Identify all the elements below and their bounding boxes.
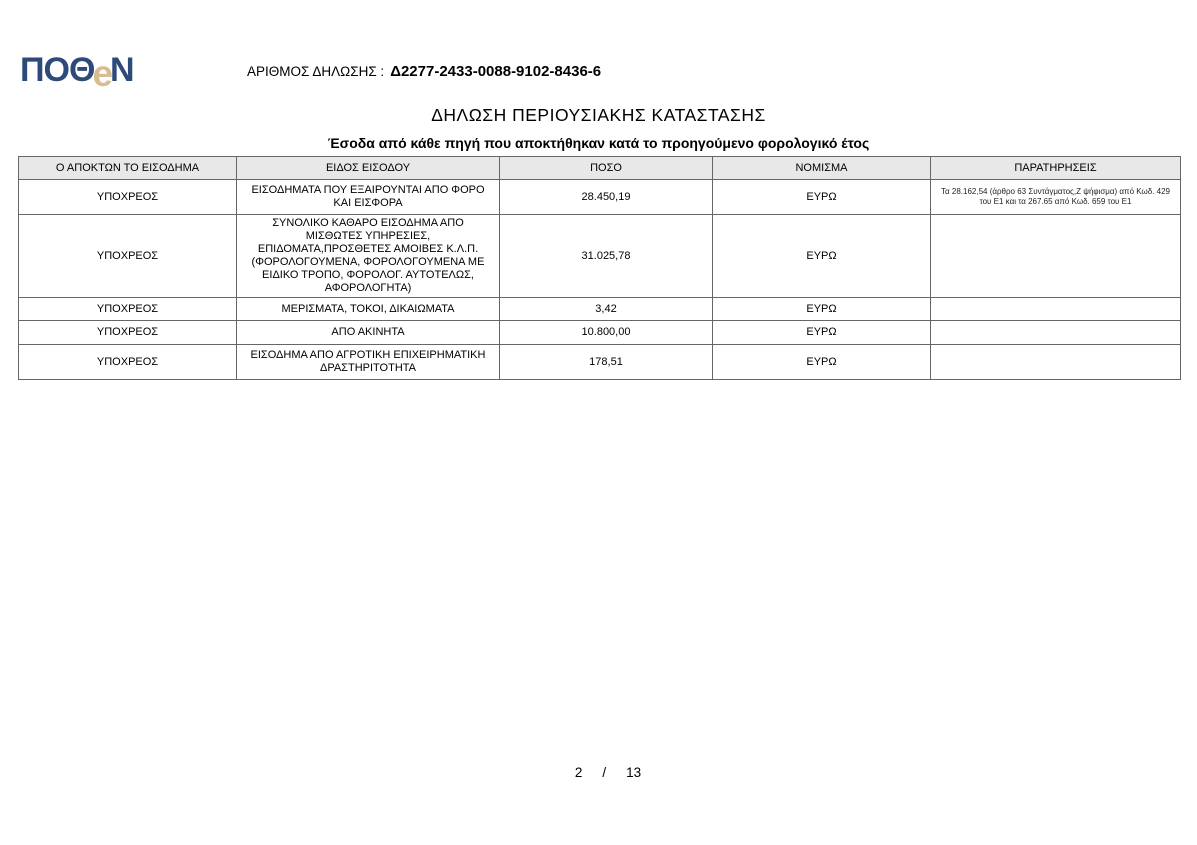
column-header-notes: ΠΑΡΑΤΗΡΗΣΕΙΣ [931, 157, 1181, 180]
cell-recipient: ΥΠΟΧΡΕΟΣ [19, 180, 237, 215]
cell-income-type: ΣΥΝΟΛΙΚΟ ΚΑΘΑΡΟ ΕΙΣΟΔΗΜΑ ΑΠΟ ΜΙΣΘΩΤΕΣ ΥΠΗΡΕΣΙΕΣ, ΕΠΙΔΟΜΑΤΑ,ΠΡΟΣΘΕΤΕΣ ΑΜΟΙΒΕΣ Κ.Λ.Π.(ΦΟΡΟΛΟΓΟΥΜΕΝΑ, ΦΟΡΟΛΟΓΟΥΜΕΝΑ ΜΕ ΕΙΔΙΚΟ ΤΡΟΠΟ, ΦΟΡΟΛΟΓ. ΑΥΤΟΤΕΛΩΣ, ΑΦΟΡΟΛΟΓΗΤΑ) [237, 215, 500, 298]
logo-text-tan: e [92, 53, 113, 94]
cell-notes [931, 321, 1181, 345]
declaration-number-value: Δ2277-2433-0088-9102-8436-6 [390, 63, 602, 80]
column-header-amount: ΠΟΣΟ [500, 157, 713, 180]
cell-income-type: ΕΙΣΟΔΗΜΑ ΑΠΟ ΑΓΡΟΤΙΚΗ ΕΠΙΧΕΙΡΗΜΑΤΙΚΗ ΔΡΑΣΤΗΡΙΤΟΤΗΤΑ [237, 345, 500, 380]
cell-amount: 10.800,00 [500, 321, 713, 345]
logo-text-navy-1: ΠΟΘ [20, 51, 95, 89]
column-header-income-type: ΕΙΔΟΣ ΕΙΣΟΔΟΥ [237, 157, 500, 180]
table-row [19, 180, 1181, 215]
table-row [19, 298, 1181, 321]
column-header-currency: ΝΟΜΙΣΜΑ [713, 157, 931, 180]
cell-notes [931, 345, 1181, 380]
declaration-number-label: ΑΡΙΘΜΟΣ ΔΗΛΩΣΗΣ : [247, 64, 385, 79]
column-header-recipient: Ο ΑΠΟΚΤΩΝ ΤΟ ΕΙΣΟΔΗΜΑ [19, 157, 237, 180]
cell-currency: ΕΥΡΩ [713, 215, 931, 298]
logo-text-navy-2: Ν [110, 51, 134, 89]
page-title: ΔΗΛΩΣΗ ΠΕΡΙΟΥΣΙΑΚΗΣ ΚΑΤΑΣΤΑΣΗΣ [431, 105, 766, 125]
pothen-logo [20, 50, 134, 94]
cell-recipient: ΥΠΟΧΡΕΟΣ [19, 321, 237, 345]
cell-amount: 178,51 [500, 345, 713, 380]
cell-recipient: ΥΠΟΧΡΕΟΣ [19, 298, 237, 321]
cell-notes [931, 298, 1181, 321]
cell-income-type: ΕΙΣΟΔΗΜΑΤΑ ΠΟΥ ΕΞΑΙΡΟΥΝΤΑΙ ΑΠΟ ΦΟΡΟ ΚΑΙ ΕΙΣΦΟΡΑ [237, 180, 500, 215]
page-subtitle: Έσοδα από κάθε πηγή που αποκτήθηκαν κατά το προηγούμενο φορολογικό έτος [327, 135, 870, 151]
cell-currency: ΕΥΡΩ [713, 180, 931, 215]
cell-amount: 31.025,78 [500, 215, 713, 298]
page-number-current: 2 [574, 765, 583, 780]
declaration-number-line [247, 63, 601, 80]
table-row [19, 321, 1181, 345]
cell-amount: 3,42 [500, 298, 713, 321]
page-number [18, 765, 1197, 780]
page-number-separator: / [602, 765, 607, 780]
cell-currency: ΕΥΡΩ [713, 298, 931, 321]
table-row [19, 345, 1181, 380]
cell-currency: ΕΥΡΩ [713, 321, 931, 345]
cell-notes: Τα 28.162,54 (άρθρο 63 Συντάγματος,Ζ ψήφισμα) από Κωδ. 429 του Ε1 και τα 267.65 από Κωδ. 659 του Ε1 [931, 180, 1181, 215]
cell-currency: ΕΥΡΩ [713, 345, 931, 380]
table-header-row [19, 157, 1181, 180]
cell-income-type: ΜΕΡΙΣΜΑΤΑ, ΤΟΚΟΙ, ΔΙΚΑΙΩΜΑΤΑ [237, 298, 500, 321]
cell-recipient: ΥΠΟΧΡΕΟΣ [19, 345, 237, 380]
cell-notes [931, 215, 1181, 298]
cell-amount: 28.450,19 [500, 180, 713, 215]
page-number-total: 13 [626, 765, 642, 780]
cell-recipient: ΥΠΟΧΡΕΟΣ [19, 215, 237, 298]
cell-income-type: ΑΠΟ ΑΚΙΝΗΤΑ [237, 321, 500, 345]
income-table [18, 156, 1181, 380]
table-row [19, 215, 1181, 298]
